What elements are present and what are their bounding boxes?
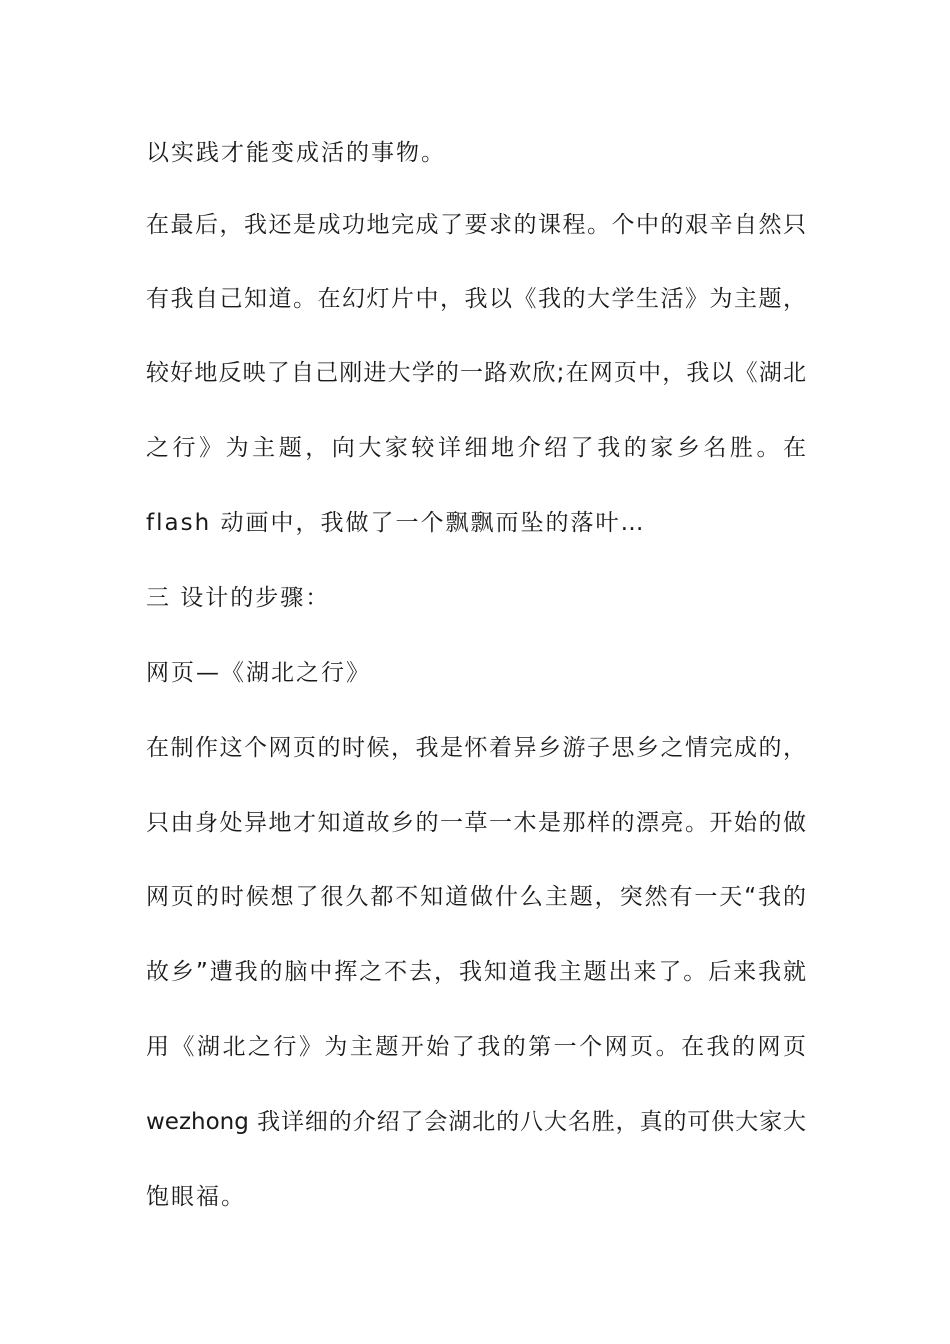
paragraph-line: 网页的时候想了很久都不知道做什么主题，突然有一天“我的 bbox=[146, 884, 806, 910]
paragraph-line: 用《湖北之行》为主题开始了我的第一个网页。在我的网页 bbox=[146, 1034, 806, 1060]
paragraph-line: 有我自己知道。在幻灯片中，我以《我的大学生活》为主题， bbox=[146, 286, 806, 312]
paragraph-line: 在最后，我还是成功地完成了要求的课程。个中的艰辛自然只 bbox=[146, 212, 806, 238]
paragraph-line: 故乡”遭我的脑中挥之不去，我知道我主题出来了。后来我就 bbox=[146, 959, 806, 985]
paragraph-line: wezhong 我详细的介绍了会湖北的八大名胜，真的可供大家大 bbox=[146, 1109, 806, 1135]
paragraph-line: 饱眼福。 bbox=[146, 1184, 246, 1210]
subsection-heading: 网页—《湖北之行》 bbox=[146, 660, 371, 686]
paragraph-line: 较好地反映了自己刚进大学的一路欢欣;在网页中，我以《湖北 bbox=[146, 360, 806, 386]
paragraph-line: 在制作这个网页的时候，我是怀着异乡游子思乡之情完成的， bbox=[146, 735, 806, 761]
paragraph-line: 只由身处异地才知道故乡的一草一木是那样的漂亮。开始的做 bbox=[146, 810, 806, 836]
paragraph-line: 以实践才能变成活的事物。 bbox=[146, 140, 446, 166]
paragraph-line: 之行》为主题，向大家较详细地介绍了我的家乡名胜。在 bbox=[146, 435, 806, 461]
paragraph-line: flash 动画中，我做了一个飘飘而坠的落叶… bbox=[146, 510, 646, 536]
section-heading: 三 设计的步骤： bbox=[146, 585, 331, 611]
